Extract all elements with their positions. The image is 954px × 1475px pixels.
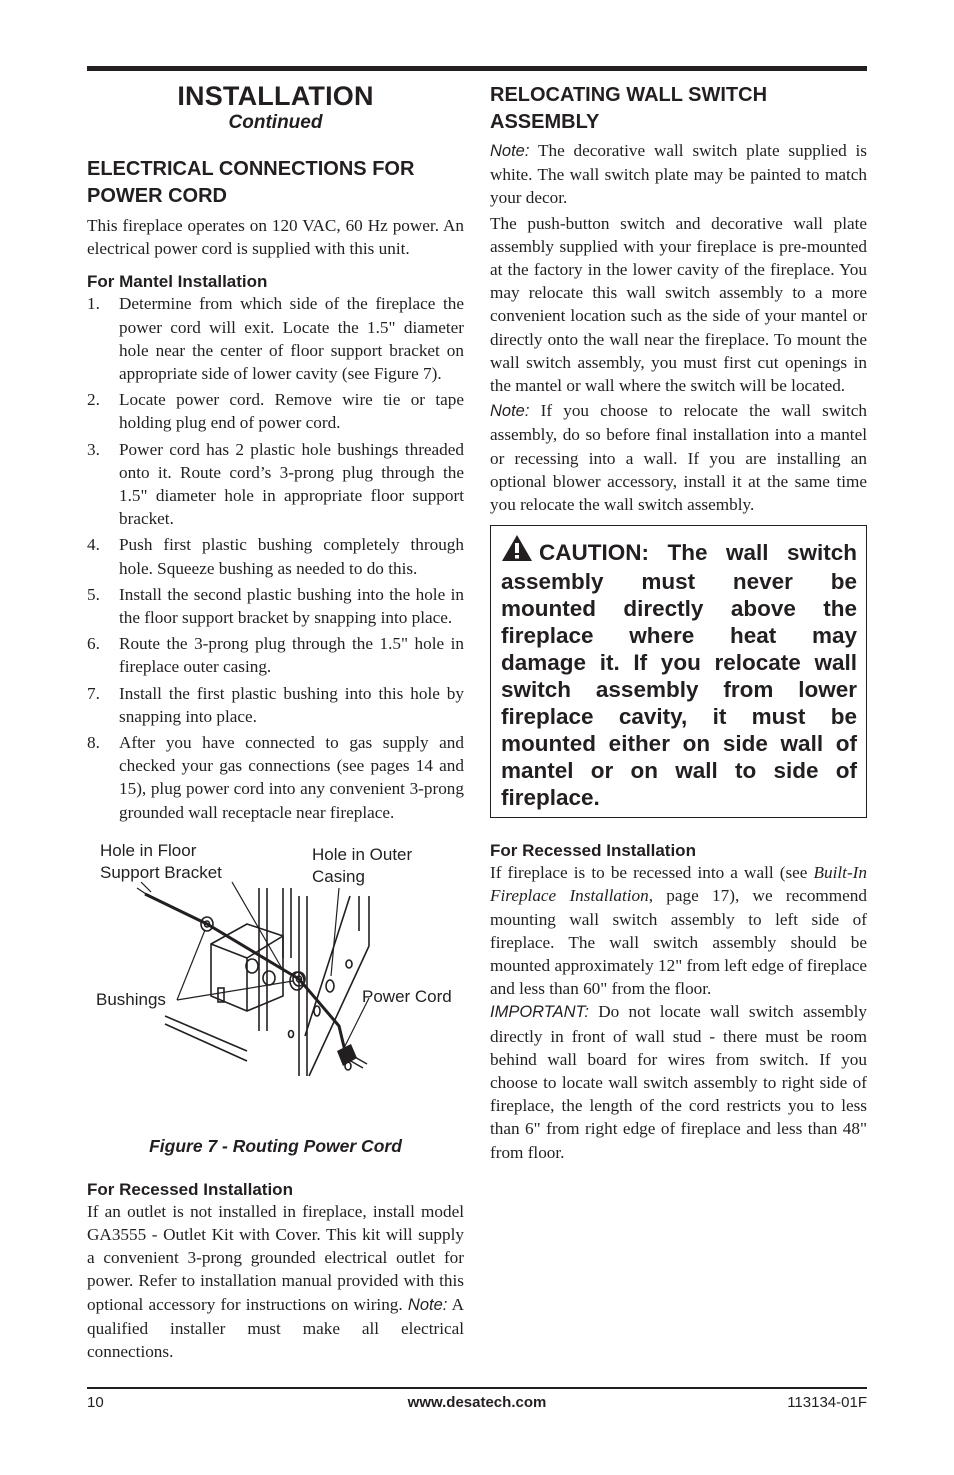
figure-7-routing-power-cord <box>87 836 464 1136</box>
top-rule <box>87 66 867 71</box>
important-text: IMPORTANT: Do not locate wall switch assembly directly in front of wall stud - there must be room behind wall board for wires from switch. If you choose to locate wall switch assembly to right side of fireplace, the length of the cord restricts you to less than 6" from right edge of fireplace and less than 48" from floor. <box>490 1002 867 1162</box>
warning-triangle-icon <box>501 534 533 568</box>
page-subtitle: Continued <box>228 112 323 133</box>
relocating-heading: RELOCATING WALL SWITCH ASSEMBLY <box>490 84 768 133</box>
list-item: 3. Power cord has 2 plastic hole bushings threaded onto it. Route cord’s 3-prong plug through the 1.5" diameter hole in appropriate floor support bracket. <box>87 439 464 529</box>
label-hole-floor-2: Support Bracket <box>100 862 222 882</box>
label-power-cord: Power Cord <box>362 986 452 1006</box>
label-hole-floor-1: Hole in Floor <box>100 840 197 860</box>
page-title: INSTALLATION <box>177 81 374 111</box>
caution-text: CAUTION: The wall switch assembly must never be mounted directly above the fireplace where heat may damage it. If you relocate wall switch assembly from lower fireplace cavity, it must be mounted either on side wall of mantel or on wall to side of fireplace. <box>501 534 857 811</box>
list-item: 6. Route the 3-prong plug through the 1.5" hole in fireplace outer casing. <box>87 634 464 677</box>
recessed-heading-left: For Recessed Installation <box>87 1179 293 1199</box>
recessed-text-right: If fireplace is to be recessed into a wall (see Built-In Fireplace Installation, page 17), we recommend mounting wall switch assembly to left side of fireplace. The wall switch assembly should be mounted approximately 12" from left edge of fireplace and less than 60" from the floor. <box>490 863 867 999</box>
caution-box <box>490 525 867 818</box>
list-item: 2. Locate power cord. Remove wire tie or tape holding plug end of power cord. <box>87 390 464 433</box>
electrical-heading: ELECTRICAL CONNECTIONS FOR POWER CORD <box>87 158 415 207</box>
electrical-intro: This fireplace operates on 120 VAC, 60 Hz power. An electrical power cord is supplied with this unit. <box>87 216 464 259</box>
label-bushings: Bushings <box>96 989 166 1009</box>
document-number: 113134-01F <box>787 1394 867 1411</box>
left-column <box>87 80 464 1363</box>
page-number: 10 <box>87 1394 104 1411</box>
mantel-heading: For Mantel Installation <box>87 272 268 292</box>
right-column <box>490 82 867 1164</box>
routing-diagram <box>87 836 464 1136</box>
recessed-heading-right: For Recessed Installation <box>490 841 696 861</box>
list-item: 4. Push first plastic bushing completely through hole. Squeeze bushing as needed to do this. <box>87 535 464 578</box>
list-item: 5. Install the second plastic bushing into the hole in the floor support bracket by snapping into place. <box>87 584 464 628</box>
label-hole-outer-1: Hole in Outer <box>312 844 413 864</box>
relocating-paragraph: The push-button switch and decorative wall plate assembly supplied with your fireplace is pre-mounted at the factory in the lower cavity of the fireplace. You may relocate this wall switch assembly to a more convenient location such as the side of your mantel or directly onto the wall near the fireplace. To mount the wall switch assembly, you must first cut openings in the mantel or wall where the switch will be located. <box>490 213 867 396</box>
list-item: 7. Install the first plastic bushing into this hole by snapping into place. <box>87 683 464 726</box>
relocating-note-1: Note: The decorative wall switch plate supplied is white. The wall switch plate may be painted to match your decor. <box>490 141 867 208</box>
recessed-text-left: If an outlet is not installed in fireplace, install model GA3555 - Outlet Kit with Cover. This kit will supply a convenient 3-prong grounded electrical outlet for power. Refer to installation manual provided with this optional accessory for instructions on wiring. Note: A qualified installer must make all electrical connections. <box>87 1201 464 1362</box>
list-item: 1. Determine from which side of the fireplace the power cord will exit. Locate the 1.5" diameter hole near the center of floor support bracket on appropriate side of lower cavity (see Figure 7). <box>87 294 464 384</box>
list-item: 8. After you have connected to gas supply and checked your gas connections (see pages 14 and 15), plug power cord into any convenient 3-prong grounded wall receptacle near fireplace. <box>87 733 464 822</box>
website-link[interactable]: www.desatech.com <box>407 1394 547 1411</box>
bottom-rule <box>87 1387 867 1389</box>
figure-caption: Figure 7 - Routing Power Cord <box>149 1135 402 1156</box>
label-hole-outer-2: Casing <box>312 866 365 886</box>
relocating-note-2: Note: If you choose to relocate the wall switch assembly, do so before final installation into a mantel or recessing into a wall. If you are installing an optional blower accessory, install it at the same time you relocate the wall switch assembly. <box>490 401 867 515</box>
mantel-steps <box>87 292 464 823</box>
